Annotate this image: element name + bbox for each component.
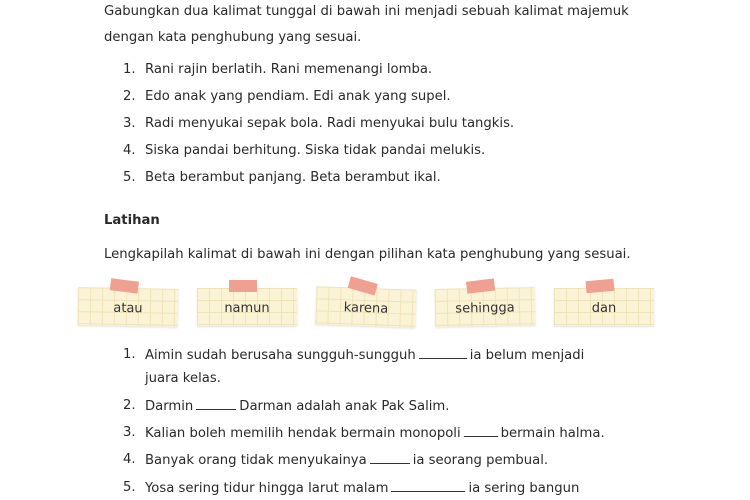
word-card <box>435 287 536 327</box>
word-label: namun <box>224 301 270 316</box>
tape-decoration <box>229 280 257 292</box>
list-number: 1. <box>123 62 136 77</box>
intro-line-1: Gabungkan dua kalimat tunggal di bawah ini menjadi sebuah kalimat majemuk <box>104 4 629 19</box>
text-part: Yosa sering tidur hingga larut malam <box>145 481 389 496</box>
list-item: Rani rajin berlatih. Rani memenangi lomba. <box>145 62 433 77</box>
exercise-item <box>145 346 584 365</box>
text-part: Kalian boleh memilih hendak bermain monopoli <box>145 426 461 441</box>
answer-blank[interactable] <box>196 397 236 410</box>
section-heading: Latihan <box>104 213 160 228</box>
word-card <box>315 286 416 327</box>
exercise-item-continuation: juara kelas. <box>145 371 221 386</box>
text-part: Banyak orang tidak menyukainya <box>145 453 367 468</box>
text-part: Darmin <box>145 399 194 414</box>
word-card <box>78 287 179 327</box>
list-item: Siska pandai berhitung. Siska tidak pandai melukis. <box>145 143 486 158</box>
word-label: dan <box>591 301 617 316</box>
tape-decoration <box>110 278 139 293</box>
exercise-item <box>145 424 605 443</box>
exercise-item <box>145 451 548 470</box>
word-label: karena <box>343 300 389 317</box>
list-number: 4. <box>123 452 136 467</box>
exercise-item <box>145 397 449 416</box>
list-item: Radi menyukai sepak bola. Radi menyukai bulu tangkis. <box>145 116 515 131</box>
answer-blank[interactable] <box>464 424 498 437</box>
list-number: 3. <box>123 425 136 440</box>
text-part: bermain halma. <box>500 426 605 441</box>
list-item: Edo anak yang pendiam. Edi anak yang supel. <box>145 89 451 104</box>
word-card <box>197 288 297 326</box>
text-part: ia belum menjadi <box>469 348 585 363</box>
tape-decoration <box>466 278 495 293</box>
answer-blank[interactable] <box>370 451 410 464</box>
tape-decoration <box>586 279 615 293</box>
instruction: Lengkapilah kalimat di bawah ini dengan pilihan kata penghubung yang sesuai. <box>104 247 631 262</box>
list-item: Beta berambut panjang. Beta berambut ikal. <box>145 170 441 185</box>
list-number: 5. <box>123 170 136 185</box>
word-card <box>554 288 654 326</box>
list-number: 5. <box>123 480 136 495</box>
text-part: ia sering bangun <box>468 481 580 496</box>
list-number: 2. <box>123 398 136 413</box>
answer-blank[interactable] <box>391 479 465 492</box>
word-label: sehingga <box>455 300 515 317</box>
word-label: atau <box>113 300 143 317</box>
answer-blank[interactable] <box>419 346 467 359</box>
text-part: Aimin sudah berusaha sungguh-sungguh <box>145 348 416 363</box>
text-part: Darman adalah anak Pak Salim. <box>239 399 450 414</box>
list-number: 2. <box>123 89 136 104</box>
text-part: ia seorang pembual. <box>412 453 549 468</box>
list-number: 1. <box>123 347 136 362</box>
exercise-item <box>145 479 579 498</box>
list-number: 4. <box>123 143 136 158</box>
tape-decoration <box>348 276 378 295</box>
intro-line-2: dengan kata penghubung yang sesuai. <box>104 30 362 45</box>
list-number: 3. <box>123 116 136 131</box>
